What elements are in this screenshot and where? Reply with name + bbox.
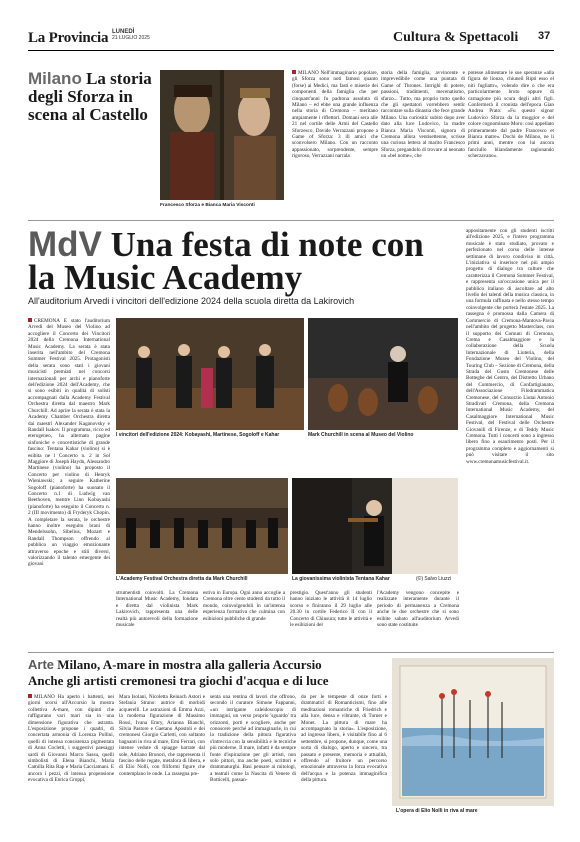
bottom-story-text-col1 [28, 694, 114, 814]
newspaper-logo: La Provincia [28, 30, 109, 46]
bottom-story-text-col3: senta una rentina di lavori che offrono, secondo il curatore Simone Fappanni, «un intrigante caleidoscopio di immagini, un verso proprio 'sguardo' tra orizzonti, porti e scogliere, anche per conoscere perché ad immaginarle, in cui la tradizione della pittura figurativa s'intreccia con la sensibilità e le tecniche più moderne. Il mare, infatti è da sempre fonte d'ispirazione per gli artisti, non solo pittori, ma anche poeti, scrittori e drammaturghi. Basi pensare ai mitologi, a teatrali come la Nascita di Venere di Botticelli, passan- [210, 694, 296, 784]
photo-orchestra [116, 478, 288, 574]
photo-credit: (©) Salvo Liuzzi [416, 576, 452, 582]
bottom-story-subtitle: Anche gli artisti cremonesi tra giochi d'acqua e di luce [28, 673, 329, 688]
top-story-headline [28, 70, 156, 124]
churchill-conducting-image [308, 318, 458, 430]
top-story-photo [160, 70, 284, 200]
page-header [0, 0, 580, 52]
main-story-text-col1 [28, 318, 110, 598]
caption-orchestra: L'Academy Festival Orchestra diretta da Mark Churchill [116, 576, 248, 582]
caption-churchill: Mark Churchill in scena al Museo del Violino [308, 432, 414, 438]
winners-group-image [116, 318, 304, 430]
bottom-story-caption: L'opera di Elio Nolli in riva al mare [396, 808, 478, 814]
main-story-kicker: MdV [28, 225, 102, 264]
violinist-image [292, 478, 458, 574]
page-number: 37 [538, 30, 551, 42]
sforza-portraits-image [160, 70, 284, 200]
section-title: Cultura & Spettacoli [393, 30, 519, 45]
issue-date-text: 21 LUGLIO 2025 [112, 35, 150, 41]
top-story-caption: Francesco Sforza e Bianca Maria Visconti [160, 203, 255, 208]
bottom-story-headline [28, 658, 408, 672]
main-story-title: Una festa di note con la Music Academy [28, 225, 424, 297]
main-story-text-bottom1: strumentisti coinvolti. La Cremona International Music Academy, fondata e diretta dal violinista Mark Lakirovich, rappresenta una delle realtà più autorevoli della formazione musicale [116, 590, 198, 629]
top-story-title: La storia degli Sforza in scena al Castello [28, 69, 152, 124]
caption-winners: I vincitori dell'edizione 2024: Kobayashi, Martinese, Sogoloff e Kahar [116, 432, 280, 438]
divider-bottom [28, 652, 554, 653]
bottom-story-text-col4: do per le tempeste di onze forti e drammatici di Romanticismi, fino alle meditazioni romantiche di Friedrich e alla luce, densa e vibrante, di Turner e Monet. La pittura di mare ha accompagnato la storia». L'esposizione, ad ingresso libero, è visitabile fino al 6 settembre, si propone, dunque, come una sorta di dialogo, aperto e sincero, tra passato e presente, memoria e attualità, offrendo al fruitore un percorso emozionale attraverso la forza evocativa dell'acqua e la potenza immaginifica della pittura. [301, 694, 387, 784]
main-story-subtitle: All'auditorium Arvedi i vincitori dell'edizione 2024 della scuola diretta da Lakirovich [28, 296, 355, 306]
issue-day: LUNEDÌ [112, 29, 135, 35]
main-story-text-bottom2: estiva in Europa. Ogni anno accoglie a Cremona oltre cento studenti da tutto il mondo, coinvolgendoli in un'intensa esperienza formativa che culmina con esibizioni pubbliche di grande [203, 590, 285, 622]
top-story-text-col2: storia della famiglia, avvincente e imprevedibile come una puntata di Game of Thrones. Intrighi di potere, passioni, tradimenti, mecenatismo, sfarzo... Tutto, ma proprio tutto quello che gli spettatori vorrebbero sentir raccontare sulla dinastia che fece grande Milano. Una curiosità: subito dopo aver dato alla luce Ludovico, la madre Bianca Maria Visconti, signora di Cremona allora ventisettenne, scrisse una curiosa lettera al marito Francesco Sforza, pregandolo di trovare al neonato un «bel nome», che [381, 70, 465, 160]
bottom-story-text-col2: Mara Isolani, Nicoletta Reinach Astori e Stefania Strano: autrice di morbidi acquerelli. Le astrazioni di Emma Azzi, la moderna figurazione di Massimo Rossi, Ivana Emry, Arianna Bianchi, Silvia Pastore e Gaetano Apostoli e dei cremonesi Giorgio Carletti, con soltanto bagnanti in riva al mare, Emi Ferrari, con intense vedute di spiagge barrate dal sole, Adriano Brunori, che rappresenta il fascino delle regate, metafora di libera, e di Elio Nolli, con filiformi figure che contemplano le onde. La rassegna pre- [119, 694, 205, 777]
top-story-kicker: Milano [28, 69, 82, 88]
bottom-story-kicker: Arte [28, 657, 55, 672]
orchestra-image [116, 478, 288, 574]
bottom-story-title: Milano, A-mare in mostra alla galleria Accursio [57, 657, 322, 672]
nolli-painting-image [392, 658, 554, 806]
top-story-text-col3: potesse alimentare le sue speranze «alla figura de lionzo, chiuneil Ripti esso el niti fugliattr», volendo dire o che era particolarmente bruto oppure di carnagione più scura degli altri figli. Confermerà il cronista dell'epoca Gian Andrea Prato: «Fu questo signor Ludovico Sforza da la moggior e del colore cognominato Moro: così appellato primeramente dal padre Francesco et Bianca matre». Dochi de Milano, ne li primi anni, mentre con lui ancora fanciullo bliandamente ragionando scherzavano». [468, 70, 554, 160]
main-story-headline [28, 225, 458, 297]
divider-top [28, 220, 554, 221]
bottom-story-photo [392, 658, 554, 806]
main-story-text-bottom3: prestigio. Quest'anno gli studenti hanno iniziato le attività il 14 luglio scorso e finiranno il 29 luglio alle 20.30 in cortile Federico II con il Concerto di Chiusura; tutte le attività e le esibizioni del [290, 590, 372, 629]
red-square-marker [28, 694, 32, 698]
main-story-text-right: appositamente con gli studenti iscritti all'edizione 2025, e l'intero programma musicale è stato studiato, provato e perfezionato nel corso delle intense settimane di lavoro condiviso in città. L'iniziativa si inserisce nel più ampio progetto di dialogo tra culture che caratterizza il Cremona Summer Festival, e rappresenta un'occasione unica per il pubblico italiano di ascoltare ad alto livello dei talenti della musica classica, in una formula raffinata e nello stesso tempo coinvolgente che porterà l'estate 2025. La rassegna è promossa dalla Camera di Commercio di Cremona-Mantova-Pavia nell'ambito del progetto Masterclass, con il supporto dei Comuni di Cremona, Crema e Casalmaggiore e la collaborazione della Scuola Internazionale di Liuteria, della Fondazione Museo del Violino, del Touring Club – Sezione di Cremona, della Strada del Gusto Cremonese delle Botteghe del Centro, del Distretto Urbano del Commercio, di Confartigianato, dell'Associazione Filodrammatica Cremonese, del Consorzio Liutai Antonio Stradivari Cremona, della Cremona International Music Academy, del Casalmaggiore International Music Festival, del Festival delle Orchestre Giovanili di Firenze, e di Teddy Music Cremona. Tutti i concerti sono a ingresso libero fino a esaurimento posti. Per il programma completo e aggiornamenti si può visitare il sito www.cremonamusicfestival.it. [466, 228, 554, 465]
main-story-col1-text: CREMONA È stato l'auditorium Arvedi del Museo del Violino ad accogliere il Concerto dei Vincitori 2024 della Cremona International Music Academy. La serata è stata inserita nell'ambito del Cremona Summer Festival 2025. Protagonisti della serata sono stati i giovani musicisti premiati nei concorsi internazionali per archi e pianoforte dell'edizione 2024 dell'Academy, che si sono esibiti in qualità di solisti accompagnati dalla Academy Festival Orchestra diretta dal maestro Mark Churchill. Ad aprire la serata è stata la Academy Chamber Orchestra diretta dai maestri Alexander Kaganovsky e Randall Isakov. Il programma, ricco ed eterogeneo, ha alternato pagine sinfoniche e concertistiche di grande fascino: Tentana Kahar (violino) si è esibita ne l Concerto n. 2 in Sol Maggiore di Joseph Haydn, Alessandro Martinese (violino) ha proposto il Concerto per violino di Henryk Wieniawski; a seguire Katherine Sogoloff (pianoforte) ha suonato il Concerto n.1 di Ludwig van Beethoven, mentre Linn Kobayashi (pianoforte) ha eseguito il Concerto n. 2 (III movimento) di Fryderyk Chopin. A completare la serata, le orchestre hanno inoltre eseguito brani di Mendelssohn, Sibelius, Mozart e Randall Thompson offrendo al pubblico un viaggio emozionante attraverso epoche e stili diversi, valorizzando il talento emergente dei giovani [28, 318, 110, 568]
main-story-text-bottom4: l'Academy vengono concepite e realizzate interamente durante il periodo di permanenza a Cremona anche le due orchestre che si sono esibite sabato all'auditorium Arvedi sono state costituite [377, 590, 459, 629]
header-rule [28, 50, 554, 51]
bottom-story-col1-text: MILANO Ha aperto i battenti, nei giorni scorsi all'Accursio la mostra collettiva A-mare, con dipinti che raffigurano vari mari sia in una dimensione figurativa che astratta. L'esposizione propone i quadri, di concertata armonia di Lorenza Pollini, quelli di intensa consistenza pigmentata di Anna Cocletti, i suggestivi paesaggi sardi di Giovanni Marco Sassu, quelli simbolisti di Elena Bianchi, Maria Camilla Rita Rap e Maria Cacciamani. E ancora i pezzi, di intensa propensione evocativa di Enrica Groppi, [28, 694, 114, 784]
caption-violinist: La giovanissima violinista Tentana Kahar [292, 576, 390, 582]
photo-violinist [292, 478, 458, 574]
photo-churchill [308, 318, 458, 430]
photo-winners [116, 318, 304, 430]
top-story-text-col1 [292, 70, 378, 218]
red-square-marker [28, 318, 32, 322]
red-square-marker [292, 70, 296, 74]
issue-date [112, 29, 150, 41]
top-story-col1-text: MILANO Nell'immaginario popolare, gli Sforza sono noti famosi quanto (forse) ai Medici, ma fasti e miserie dei componenti della famiglia che per cinquant'anni fu padrona assoluta di Milano – ed ebbe una grande influenza nella storia di Cremona – meritano ampiamente i riflettori. Domani sera alle 21 nel cortile delle Armi del Castello Sforzesco, Davide Verrazzani propone a Game of Sforza: 3 ill amici che sconvolsero Milano. Con un racconto appassionato, sorprendente, sempre rigoroso, Verrazzani narrala [292, 70, 378, 160]
